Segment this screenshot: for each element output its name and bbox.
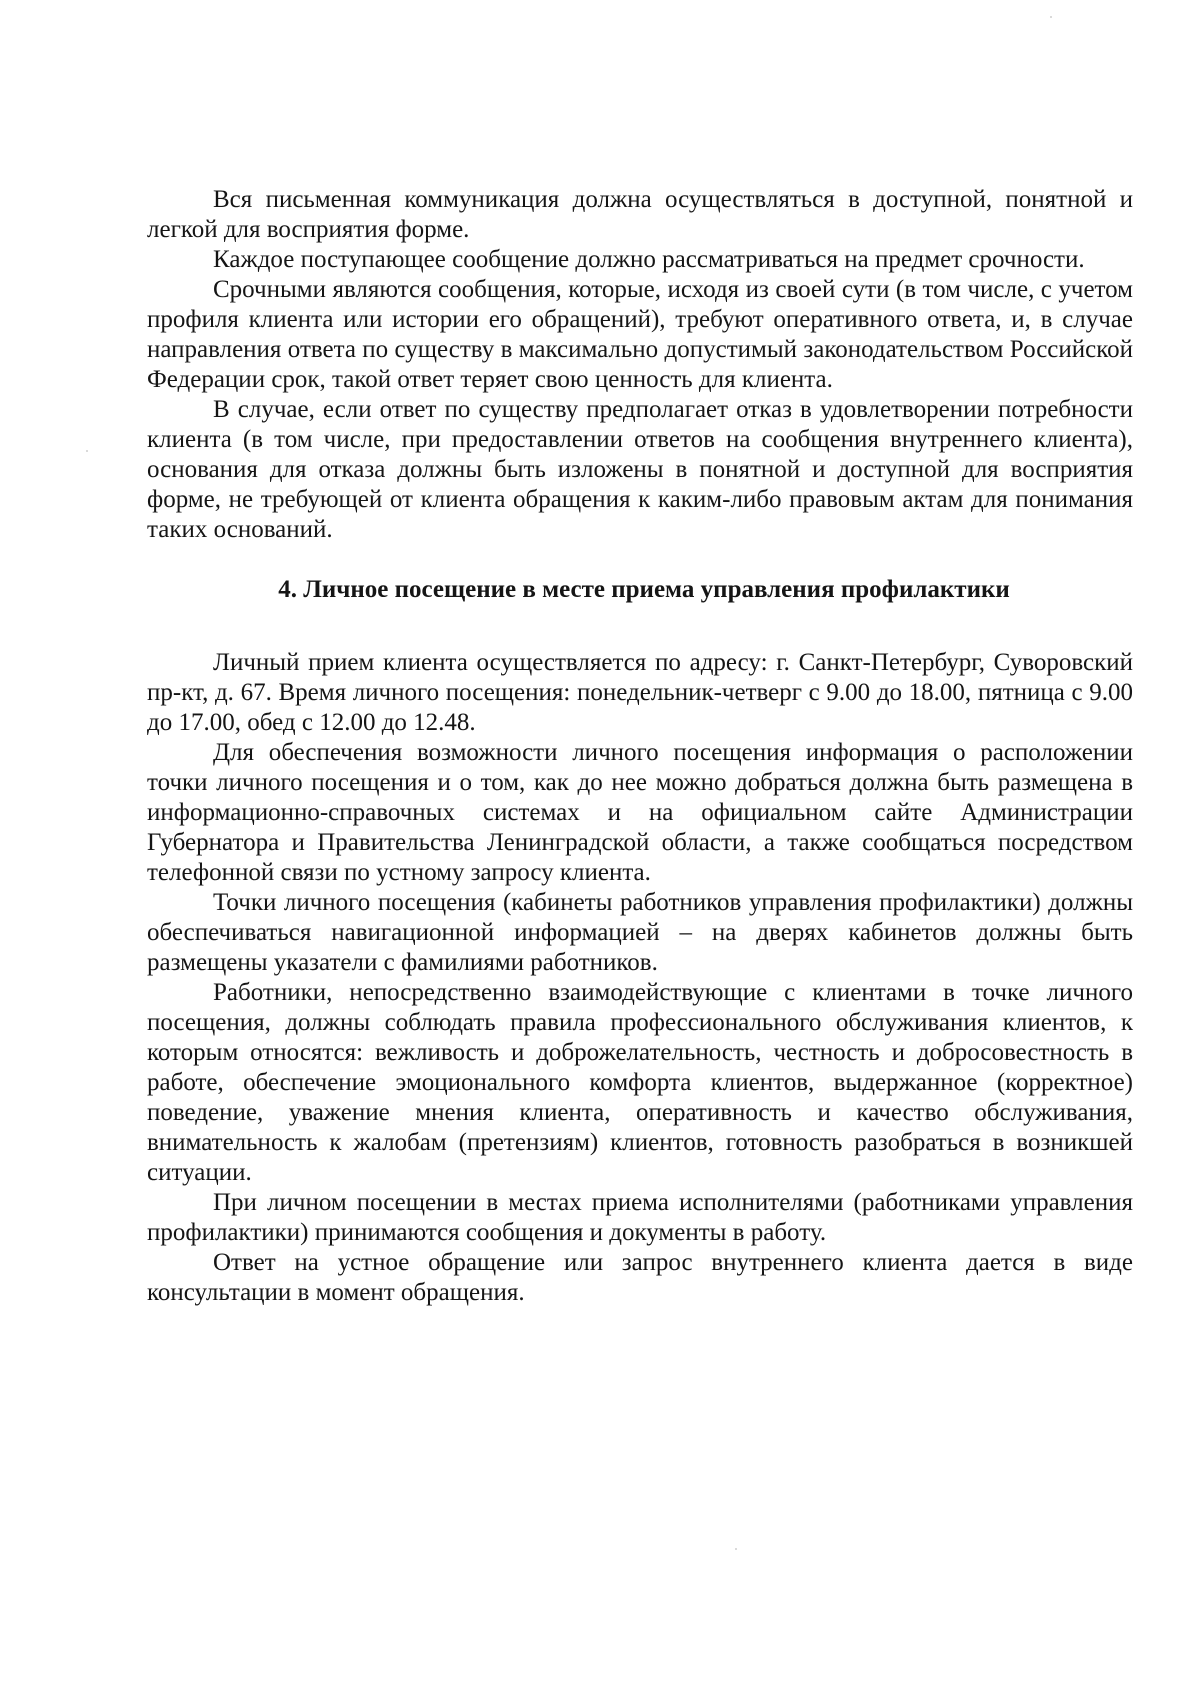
paragraph-written-communication: Вся письменная коммуникация должна осуществляться в доступной, понятной и легкой для восприятия форме. <box>147 186 1133 243</box>
paragraph-oral-request: Ответ на устное обращение или запрос внутреннего клиента дается в виде консультации в момент обращения. <box>147 1249 1133 1306</box>
paragraph-service-rules: Работники, непосредственно взаимодействующие с клиентами в точке личного посещения, должны соблюдать правила профессионального обслуживания клиентов, к которым относятся: вежливость и доброжелательность, честность и добросовестность в работе, обеспечение эмоционального комфорта клиентов, выдержанное (корректное) поведение, уважение мнения клиента, оперативность и качество обслуживания, внимательность к жалобам (претензиям) клиентов, готовность разобраться в возникшей ситуации. <box>147 979 1133 1186</box>
section-heading: 4. Личное посещение в месте приема управления профилактики <box>278 576 1010 603</box>
paragraph-navigation: Точки личного посещения (кабинеты работников управления профилактики) должны обеспечиваться навигационной информацией – на дверях кабинетов должны быть размещены указатели с фамилиями работников. <box>147 889 1133 976</box>
scan-speck <box>86 450 88 452</box>
scan-speck <box>1050 16 1052 18</box>
paragraph-reception-address: Личный прием клиента осуществляется по адресу: г. Санкт-Петербург, Суворовский пр-кт, д. 67. Время личного посещения: понедельник-четверг с 9.00 до 18.00, пятница с 9.00 до 17.00, обед с 12.00 до 12.48. <box>147 649 1133 736</box>
paragraph-urgency-review: Каждое поступающее сообщение должно рассматриваться на предмет срочности. <box>213 246 1085 273</box>
document-body <box>147 185 1133 1308</box>
scan-speck <box>735 1548 737 1550</box>
paragraph-urgent-messages: Срочными являются сообщения, которые, исходя из своей сути (в том числе, с учетом профиля клиента или истории его обращений), требуют оперативного ответа, и, в случае направления ответа по существу в максимально допустимый законодательством Российской Федерации срок, такой ответ теряет свою ценность для клиента. <box>147 276 1133 393</box>
paragraph-refusal-grounds: В случае, если ответ по существу предполагает отказ в удовлетворении потребности клиента (в том числе, при предоставлении ответов на сообщения внутреннего клиента), основания для отказа должны быть изложены в понятной и доступной для восприятия форме, не требующей от клиента обращения к каким-либо правовым актам для понимания таких оснований. <box>147 396 1133 543</box>
paragraph-documents-intake: При личном посещении в местах приема исполнителями (работниками управления профилактики) принимаются сообщения и документы в работу. <box>147 1189 1133 1246</box>
paragraph-location-info: Для обеспечения возможности личного посещения информация о расположении точки личного посещения и о том, как до нее можно добраться должна быть размещена в информационно-справочных системах и на официальном сайте Администрации Губернатора и Правительства Ленинградской области, а также сообщаться посредством телефонной связи по устному запросу клиента. <box>147 739 1133 886</box>
